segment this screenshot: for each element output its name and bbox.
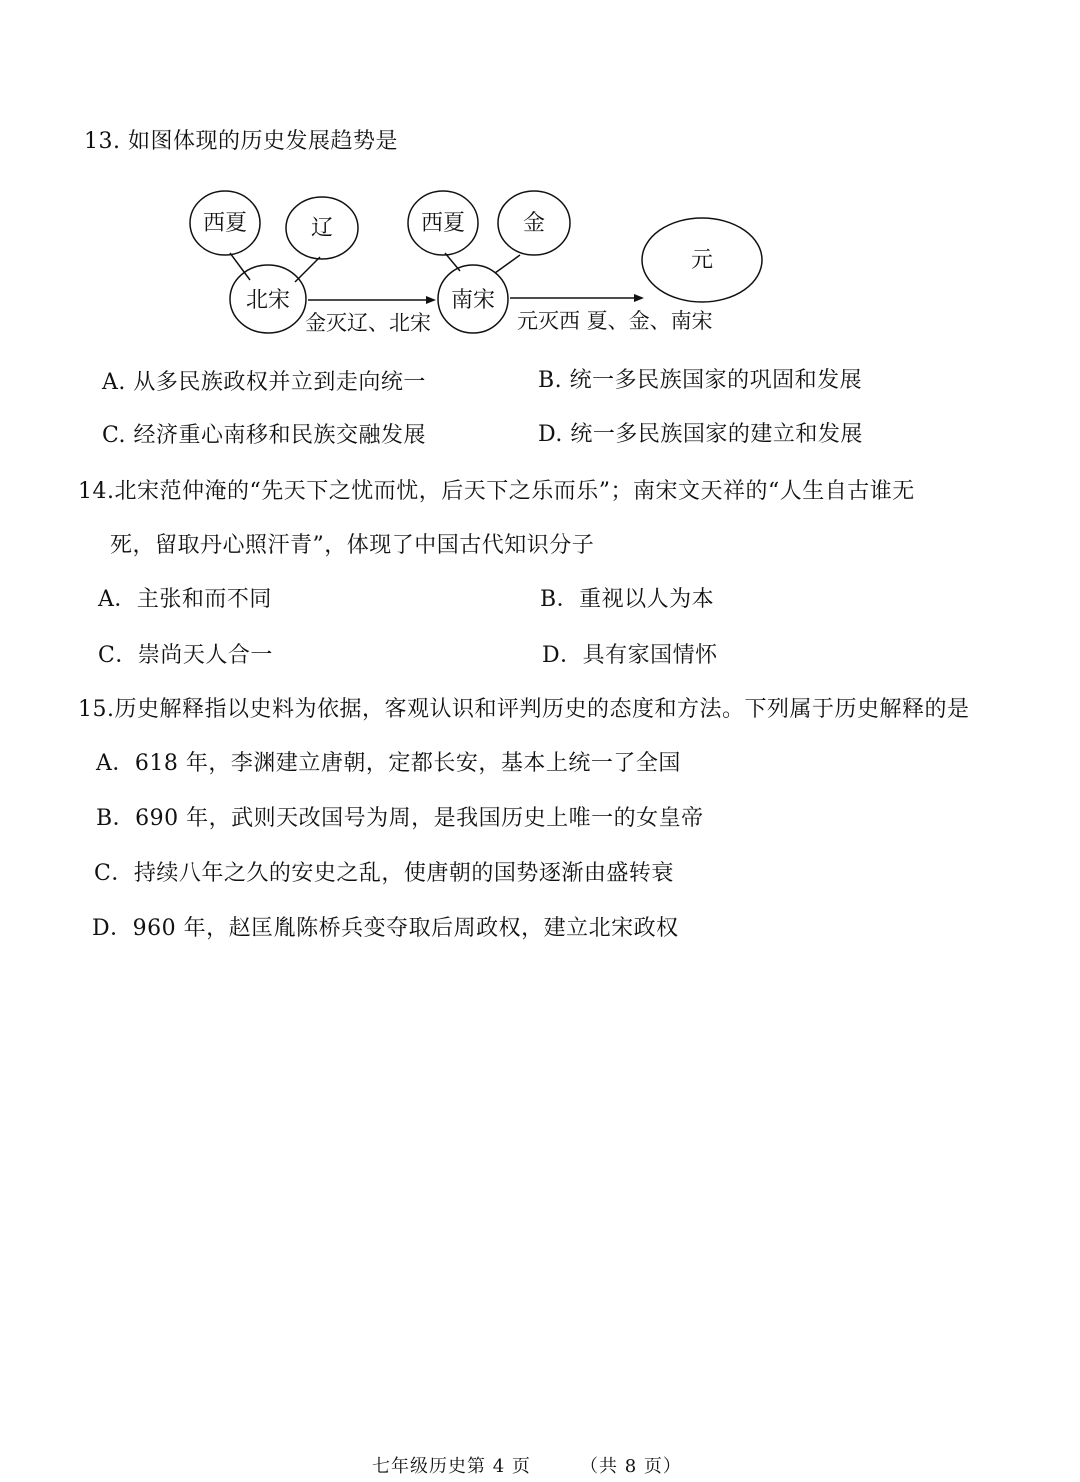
node-yuan-label: 元	[690, 248, 714, 273]
arrow-1-head	[426, 296, 436, 304]
q14-option-c: C．崇尚天人合一	[98, 643, 273, 668]
q13-diagram	[180, 185, 780, 345]
arrow-1-label: 金灭辽、北宋	[305, 311, 431, 335]
node-xixia1-label: 西夏	[202, 211, 248, 236]
q14-stem-line1: 14.北宋范仲淹的“先天下之忧而忧，后天下之乐而乐”；南宋文天祥的“人生自古谁无	[78, 479, 915, 504]
q13-option-d: D. 统一多民族国家的建立和发展	[538, 422, 863, 447]
arrow-2-label: 元灭西 夏、金、南宋	[517, 309, 713, 333]
q15-option-b: B．690 年，武则天改国号为周，是我国历史上唯一的女皇帝	[96, 806, 704, 831]
footer-page-info: 七年级历史第 4 页	[372, 1456, 531, 1477]
q15-option-a: A．618 年，李渊建立唐朝，定都长安，基本上统一了全国	[96, 751, 681, 776]
node-liao-label: 辽	[310, 216, 334, 241]
footer-total-pages: （共 8 页）	[580, 1456, 682, 1477]
q14-option-d: D．具有家国情怀	[542, 643, 718, 668]
q13-stem: 13. 如图体现的历史发展趋势是	[84, 129, 398, 154]
q15-stem: 15.历史解释指以史料为依据，客观认识和评判历史的态度和方法。下列属于历史解释的是	[78, 697, 970, 722]
q15-option-d: D．960 年，赵匡胤陈桥兵变夺取后周政权，建立北宋政权	[92, 916, 679, 941]
q13-option-a: A. 从多民族政权并立到走向统一	[102, 370, 426, 395]
q13-option-c: C. 经济重心南移和民族交融发展	[102, 423, 427, 448]
node-nansong-label: 南宋	[450, 288, 496, 313]
q15-option-c: C．持续八年之久的安史之乱，使唐朝的国势逐渐由盛转衰	[94, 861, 674, 886]
node-beisong-label: 北宋	[245, 288, 291, 313]
node-jin-label: 金	[522, 211, 546, 236]
q13-diagram-svg	[180, 185, 780, 345]
q14-option-a: A．主张和而不同	[98, 587, 272, 612]
line-jin-nansong	[495, 255, 520, 273]
q13-option-b: B. 统一多民族国家的巩固和发展	[538, 368, 863, 393]
q14-option-b: B．重视以人为本	[540, 587, 715, 612]
node-xixia2-label: 西夏	[420, 211, 466, 236]
q14-stem-line2: 死，留取丹心照汗青”，体现了中国古代知识分子	[110, 533, 595, 558]
arrow-2-head	[634, 294, 644, 302]
